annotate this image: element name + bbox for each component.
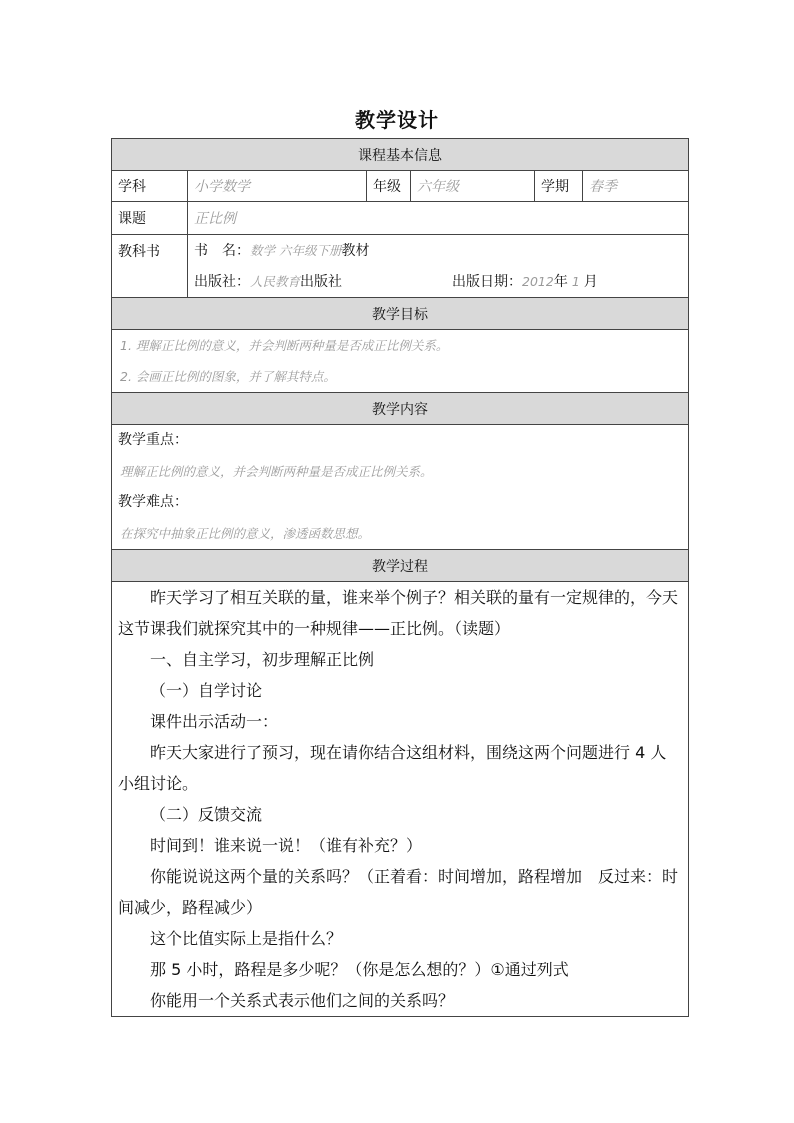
- publisher-label: 出版社：: [194, 274, 250, 290]
- book-name-line: [194, 235, 682, 266]
- difficulty-value: 在探究中抽象正比例的意义，渗透函数思想。: [120, 526, 371, 541]
- header-row-goals: [112, 298, 689, 330]
- pubdate-month: 1: [571, 274, 580, 289]
- subject-value: 小学数学: [188, 171, 367, 202]
- book-name-suffix: 教材: [341, 243, 370, 259]
- process-cell: [112, 582, 689, 1017]
- pubdate-month-unit: 月: [583, 274, 598, 290]
- topic-label: 课题: [112, 202, 188, 235]
- grade-label: 年级: [367, 171, 411, 202]
- content-row: [112, 425, 689, 550]
- content-cell: [112, 425, 689, 550]
- goal-item: 2. 会画正比例的图象，并了解其特点。: [120, 369, 336, 384]
- textbook-details: [188, 235, 689, 298]
- topic-row: [112, 202, 689, 235]
- textbook-label: 教科书: [112, 235, 188, 298]
- book-name-label: 书 名：: [194, 243, 250, 259]
- process-paragraph: 那 5 小时，路程是多少呢？（你是怎么想的？）①通过列式: [150, 960, 569, 979]
- process-paragraph: 时间到！谁来说一说！（谁有补充？）: [150, 836, 423, 855]
- grade-value: 六年级: [411, 171, 535, 202]
- goals-row: [112, 330, 689, 393]
- process-row: [112, 582, 689, 1017]
- pubdate-label: 出版日期：: [452, 274, 522, 290]
- process-paragraph: 这个比值实际上是指什么？: [150, 929, 343, 948]
- term-label: 学期: [535, 171, 583, 202]
- pubdate-year: 2012: [522, 274, 554, 289]
- difficulty-label: 教学难点：: [118, 494, 188, 510]
- process-paragraph: 课件出示活动一：: [150, 712, 279, 731]
- section-basic-info: 课程基本信息: [112, 139, 689, 171]
- goals-cell: [112, 330, 689, 393]
- textbook-row: [112, 235, 689, 298]
- process-paragraph: （一）自学讨论: [150, 681, 263, 700]
- process-paragraph: 你能用一个关系式表示他们之间的关系吗？: [150, 991, 455, 1010]
- process-paragraph: 一、自主学习，初步理解正比例: [150, 650, 375, 669]
- goal-item: 1. 理解正比例的意义，并会判断两种量是否成正比例关系。: [120, 338, 449, 353]
- key-point-label: 教学重点：: [118, 432, 188, 448]
- process-paragraph: 昨天大家进行了预习，现在请你结合这组材料，围绕这两个问题进行 4 人小组讨论。: [118, 743, 667, 793]
- publisher-suffix: 出版社: [300, 274, 343, 290]
- topic-value: 正比例: [188, 202, 689, 235]
- publisher-block: [194, 266, 452, 298]
- pubdate-year-unit: 年: [553, 274, 568, 290]
- process-paragraph: （二）反馈交流: [150, 805, 263, 824]
- document-title: 教学设计: [355, 108, 439, 132]
- header-row-process: [112, 550, 689, 582]
- section-process: 教学过程: [112, 550, 689, 582]
- subject-label: 学科: [112, 171, 188, 202]
- book-name-value: 数学 六年级下册: [250, 243, 342, 258]
- lesson-plan-table: [111, 138, 689, 1017]
- key-point-value: 理解正比例的意义，并会判断两种量是否成正比例关系。: [120, 464, 433, 479]
- term-value: 春季: [583, 171, 689, 202]
- section-content: 教学内容: [112, 393, 689, 425]
- publisher-line: [194, 266, 682, 297]
- header-row-basic-info: [112, 139, 689, 171]
- header-row-content: [112, 393, 689, 425]
- process-paragraph: 你能说说这两个量的关系吗？（正着看：时间增加，路程增加 反过来：时间减少，路程减少）: [118, 867, 679, 917]
- section-goals: 教学目标: [112, 298, 689, 330]
- subject-row: [112, 171, 689, 202]
- process-paragraph: 昨天学习了相互关联的量，谁来举个例子？相关联的量有一定规律的，今天这节课我们就探究其中的一种规律——正比例。（读题）: [118, 588, 679, 638]
- publisher-value: 人民教育: [250, 274, 301, 289]
